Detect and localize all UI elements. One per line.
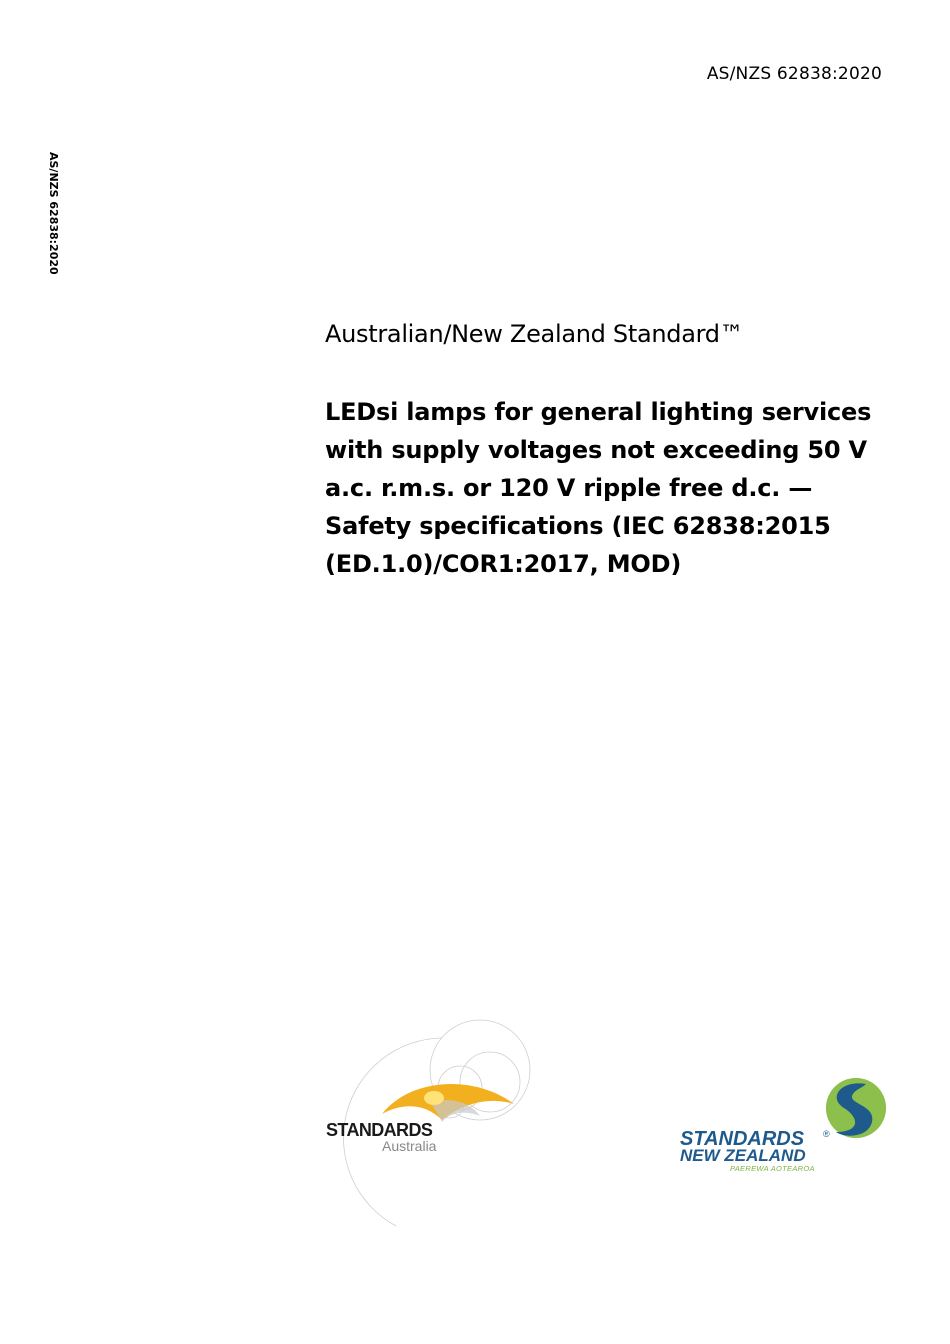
- logo-swoosh: [382, 1084, 514, 1122]
- spine-text: AS/NZS 62838:2020: [47, 152, 60, 275]
- logo-sa-line2: Australia: [382, 1138, 437, 1154]
- logo-nz-s-mark: [826, 1078, 886, 1138]
- standards-nz-logo: [676, 1074, 891, 1174]
- spine-label: [44, 152, 60, 284]
- document-number: AS/NZS 62838:2020: [706, 64, 882, 84]
- standards-australia-logo: [322, 1018, 537, 1233]
- title-line-2: with supply voltages not exceeding 50 V: [325, 436, 867, 464]
- standard-series: Australian/New Zealand Standard™: [325, 320, 744, 348]
- logo-nz-line2: NEW ZEALAND: [680, 1146, 806, 1165]
- title-line-1: LEDsi lamps for general lighting services: [325, 398, 872, 426]
- logo-sa-line1: STANDARDS: [326, 1120, 433, 1140]
- title-line-3: a.c. r.m.s. or 120 V ripple free d.c. —: [325, 474, 813, 502]
- standard-title: [325, 393, 905, 583]
- logo-nz-line1: STANDARDS: [680, 1128, 805, 1150]
- logo-nz-line3: PAEREWA AOTEAROA: [730, 1164, 815, 1173]
- title-line-5: (ED.1.0)/COR1:2017, MOD): [325, 550, 682, 578]
- title-line-4: Safety specifications (IEC 62838:2015: [325, 512, 831, 540]
- logo-nz-registered: ®: [823, 1129, 830, 1139]
